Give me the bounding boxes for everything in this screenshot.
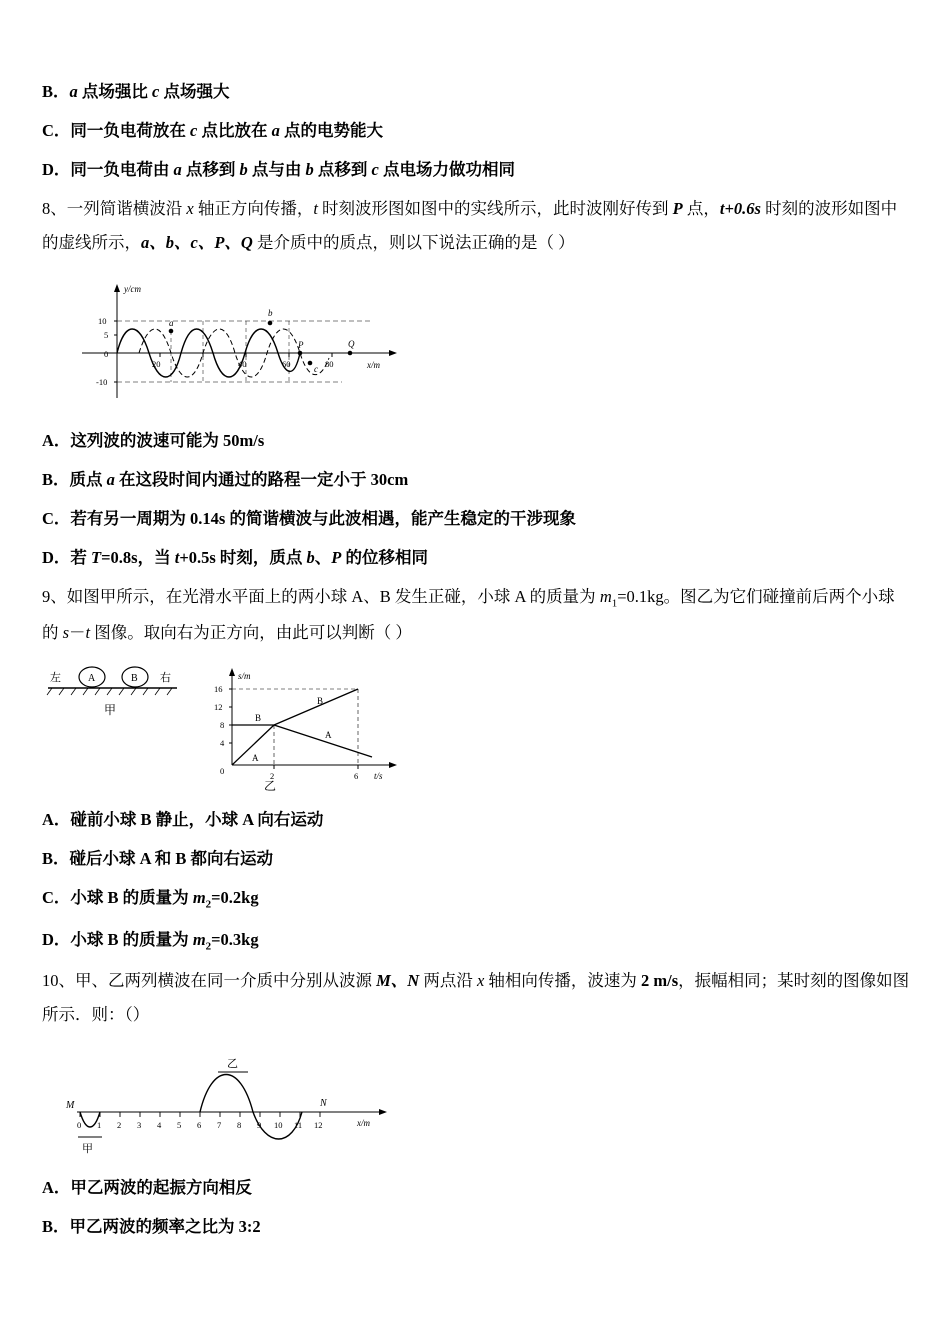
- q10-stem-part2: 两点沿: [419, 970, 477, 990]
- figure-collision-q9: [42, 657, 910, 792]
- var-x: x: [476, 970, 485, 990]
- option-text-2: =0.8s，当: [101, 547, 175, 567]
- option-label: B．: [42, 469, 70, 489]
- svg-text:9: 9: [257, 1119, 262, 1130]
- svg-text:x/m: x/m: [357, 1117, 370, 1128]
- svg-text:A: A: [252, 753, 259, 764]
- option-label: B．: [42, 82, 70, 101]
- var-a: a: [271, 121, 280, 140]
- q9-stem-part4: －: [69, 622, 86, 642]
- option-d-q7: [42, 156, 910, 180]
- option-text: 同一负电荷由: [70, 160, 174, 179]
- question-8-stem-cont: [42, 229, 910, 257]
- svg-text:甲: 甲: [104, 703, 117, 718]
- svg-text:B: B: [131, 673, 138, 685]
- collision-diagram-q9: [42, 657, 442, 792]
- option-text-3: +0.5s 时刻，质点: [179, 547, 307, 567]
- var-b2: b: [305, 160, 314, 179]
- var-a: a: [69, 82, 78, 101]
- option-text-2: =0.2kg: [211, 888, 259, 908]
- q9-stem-part1: 9、如图甲所示，在光滑水平面上的两小球 A、B 发生正碰，小球 A 的质量为: [42, 586, 600, 606]
- question-8-stem: [42, 195, 910, 223]
- option-text-2: 点移到: [181, 160, 240, 179]
- svg-text:6: 6: [354, 771, 359, 782]
- svg-text:y/cm: y/cm: [124, 283, 141, 294]
- option-d-q9: [42, 926, 910, 952]
- var-t: t: [85, 622, 91, 642]
- svg-text:-10: -10: [96, 376, 108, 387]
- svg-text:x/m: x/m: [367, 359, 380, 370]
- var-t: t: [313, 199, 318, 218]
- q8-stem-part3: 时刻波形图如图中的实线所示，此时波刚好传到: [317, 199, 673, 218]
- svg-text:16: 16: [214, 684, 223, 695]
- var-c: c: [152, 82, 160, 101]
- option-label: B．: [42, 849, 70, 869]
- document-content: [42, 78, 910, 1252]
- option-text: 碰前小球 B 静止，小球 A 向右运动: [70, 810, 324, 830]
- option-text-2: 在这段时间内通过的路程一定小于 30cm: [114, 469, 409, 489]
- svg-text:c: c: [314, 363, 318, 374]
- figure-wave-q8: [42, 268, 910, 413]
- question-9-stem: [42, 583, 910, 613]
- option-text-3: 点的电势能大: [279, 121, 383, 140]
- question-10-stem-cont: [42, 1001, 910, 1029]
- option-text: 若: [70, 547, 92, 567]
- option-text: 质点: [69, 469, 107, 489]
- option-label: A．: [42, 1177, 71, 1197]
- svg-text:5: 5: [104, 329, 109, 340]
- svg-text:60: 60: [282, 358, 291, 369]
- option-b-q8: [42, 466, 910, 490]
- svg-text:N: N: [320, 1097, 327, 1109]
- svg-text:20: 20: [152, 358, 161, 369]
- svg-text:11: 11: [294, 1119, 303, 1130]
- q9-stem-part3: 的: [42, 622, 63, 642]
- svg-text:80: 80: [325, 358, 334, 369]
- svg-text:5: 5: [177, 1119, 182, 1130]
- var-m2: m: [192, 929, 206, 949]
- q9-stem-part5: 图像。取向右为正方向，由此可以判断（ ）: [90, 622, 412, 642]
- option-text: 点场强比: [77, 82, 153, 101]
- var-a: a: [106, 469, 115, 489]
- ratio-value: 3:2: [238, 1216, 261, 1236]
- svg-text:B: B: [317, 696, 324, 707]
- svg-text:b: b: [268, 307, 273, 318]
- option-text-5: 的位移相同: [341, 547, 428, 567]
- var-m2: m: [192, 888, 206, 908]
- q8-stem-part2: 轴正方向传播，: [193, 199, 314, 218]
- q8-stem-part5: 时刻的波形如图中: [760, 199, 898, 218]
- svg-text:12: 12: [214, 702, 223, 713]
- option-text-2: =0.3kg: [211, 929, 259, 949]
- option-text-3: 点与由: [247, 160, 306, 179]
- q8-stem-part1: 8、一列简谐横波沿: [42, 199, 187, 218]
- option-c-q8: [42, 505, 910, 529]
- svg-text:s/m: s/m: [238, 671, 251, 682]
- var-T: T: [91, 547, 102, 567]
- svg-text:Q: Q: [348, 338, 355, 349]
- svg-text:4: 4: [220, 738, 225, 749]
- svg-text:B: B: [255, 713, 262, 724]
- option-label: C．: [42, 121, 71, 140]
- var-c: c: [371, 160, 379, 179]
- svg-text:6: 6: [197, 1119, 202, 1130]
- question-9-stem-cont: [42, 619, 910, 647]
- var-MN: M、N: [376, 970, 420, 990]
- q8-stem-part7: 是介质中的质点，则以下说法正确的是（ ）: [252, 233, 575, 253]
- q10-stem-part4: ，振幅相同；某时刻的图像如图: [678, 970, 910, 990]
- option-c-q9: [42, 884, 910, 910]
- option-a-q8: [42, 427, 910, 451]
- svg-text:右: 右: [160, 672, 171, 685]
- option-label: B．: [42, 1216, 70, 1236]
- svg-text:2: 2: [117, 1119, 122, 1130]
- svg-text:M: M: [66, 1099, 75, 1111]
- svg-text:a: a: [169, 317, 174, 328]
- option-text-4: 点移到: [313, 160, 372, 179]
- option-text: 若有另一周期为 0.14s 的简谐横波与此波相遇，能产生稳定的干涉现象: [70, 508, 576, 528]
- svg-text:4: 4: [157, 1119, 162, 1130]
- svg-text:3: 3: [137, 1119, 142, 1130]
- svg-text:10: 10: [98, 315, 107, 326]
- var-m2-sub: 2: [205, 898, 212, 911]
- svg-text:甲: 甲: [82, 1142, 93, 1155]
- q9-stem-part2: =0.1kg。图乙为它们碰撞前后两个小球: [617, 586, 895, 606]
- option-label: D．: [42, 929, 71, 949]
- option-text: 这列波的波速可能为 50m/s: [70, 430, 265, 450]
- svg-text:A: A: [88, 673, 96, 685]
- var-P: P: [331, 547, 342, 567]
- option-b-q10: [42, 1213, 910, 1237]
- var-a: a: [173, 160, 182, 179]
- svg-text:8: 8: [220, 720, 225, 731]
- svg-text:7: 7: [217, 1119, 222, 1130]
- q10-stem-part1: 10、甲、乙两列横波在同一介质中分别从波源: [42, 970, 377, 990]
- q8-stem-part6: 的虚线所示，: [42, 233, 141, 253]
- option-label: C．: [42, 508, 71, 528]
- option-text-4: 、: [314, 547, 332, 567]
- var-b: b: [239, 160, 248, 179]
- option-text-2: 点比放在: [197, 121, 272, 140]
- option-label: A．: [42, 810, 71, 830]
- option-text: 碰后小球 A 和 B 都向右运动: [69, 849, 274, 869]
- var-m1: m: [599, 586, 612, 606]
- svg-text:0: 0: [104, 348, 109, 359]
- var-s: s: [62, 622, 70, 642]
- var-t06: t+0.6s: [719, 199, 761, 218]
- option-text: 小球 B 的质量为: [70, 929, 193, 949]
- svg-text:P: P: [298, 339, 304, 350]
- option-text: 甲乙两波的起振方向相反: [70, 1177, 252, 1197]
- svg-text:左: 左: [50, 672, 61, 685]
- var-speed: 2 m/s: [641, 970, 679, 990]
- var-c: c: [190, 121, 198, 140]
- svg-text:1: 1: [97, 1119, 102, 1130]
- q10-stem-part5: 所示．则：（）: [42, 1005, 150, 1025]
- var-m2-sub: 2: [205, 939, 212, 952]
- var-x: x: [186, 199, 194, 218]
- option-b-q7: [42, 78, 910, 102]
- option-a-q10: [42, 1174, 910, 1198]
- option-a-q9: [42, 806, 910, 830]
- var-b: b: [306, 547, 315, 567]
- var-t: t: [174, 547, 180, 567]
- svg-text:乙: 乙: [264, 779, 277, 793]
- option-label: D．: [42, 160, 71, 179]
- wave-diagram-q10: [52, 1040, 452, 1160]
- var-P: P: [672, 199, 683, 218]
- svg-text:10: 10: [274, 1119, 283, 1130]
- option-text-2: 点场强大: [159, 82, 230, 101]
- option-text-5: 点电场力做功相同: [378, 160, 515, 179]
- svg-text:2: 2: [270, 771, 275, 782]
- q8-stem-part4: 点，: [682, 199, 720, 218]
- option-b-q9: [42, 845, 910, 869]
- question-10-stem: [42, 967, 910, 995]
- svg-text:0: 0: [77, 1119, 82, 1130]
- var-points: a、b、c、P、Q: [141, 233, 253, 253]
- q10-stem-part3: 轴相向传播，波速为: [484, 970, 642, 990]
- svg-text:A: A: [325, 730, 332, 741]
- option-label: A．: [42, 430, 71, 450]
- svg-text:8: 8: [237, 1119, 242, 1130]
- option-label: C．: [42, 888, 71, 908]
- option-d-q8: [42, 544, 910, 568]
- svg-text:t/s: t/s: [374, 771, 383, 782]
- option-c-q7: [42, 117, 910, 141]
- figure-wave-q10: [42, 1040, 910, 1160]
- wave-diagram-q8: [42, 268, 442, 413]
- svg-text:乙: 乙: [227, 1057, 238, 1070]
- svg-text:40: 40: [238, 358, 247, 369]
- svg-text:0: 0: [220, 766, 225, 777]
- option-text: 小球 B 的质量为: [70, 888, 193, 908]
- option-text: 同一负电荷放在: [70, 121, 191, 140]
- option-text: 甲乙两波的频率之比为: [69, 1216, 239, 1236]
- svg-text:12: 12: [314, 1119, 323, 1130]
- var-m1-sub: 1: [611, 597, 618, 610]
- option-label: D．: [42, 547, 71, 567]
